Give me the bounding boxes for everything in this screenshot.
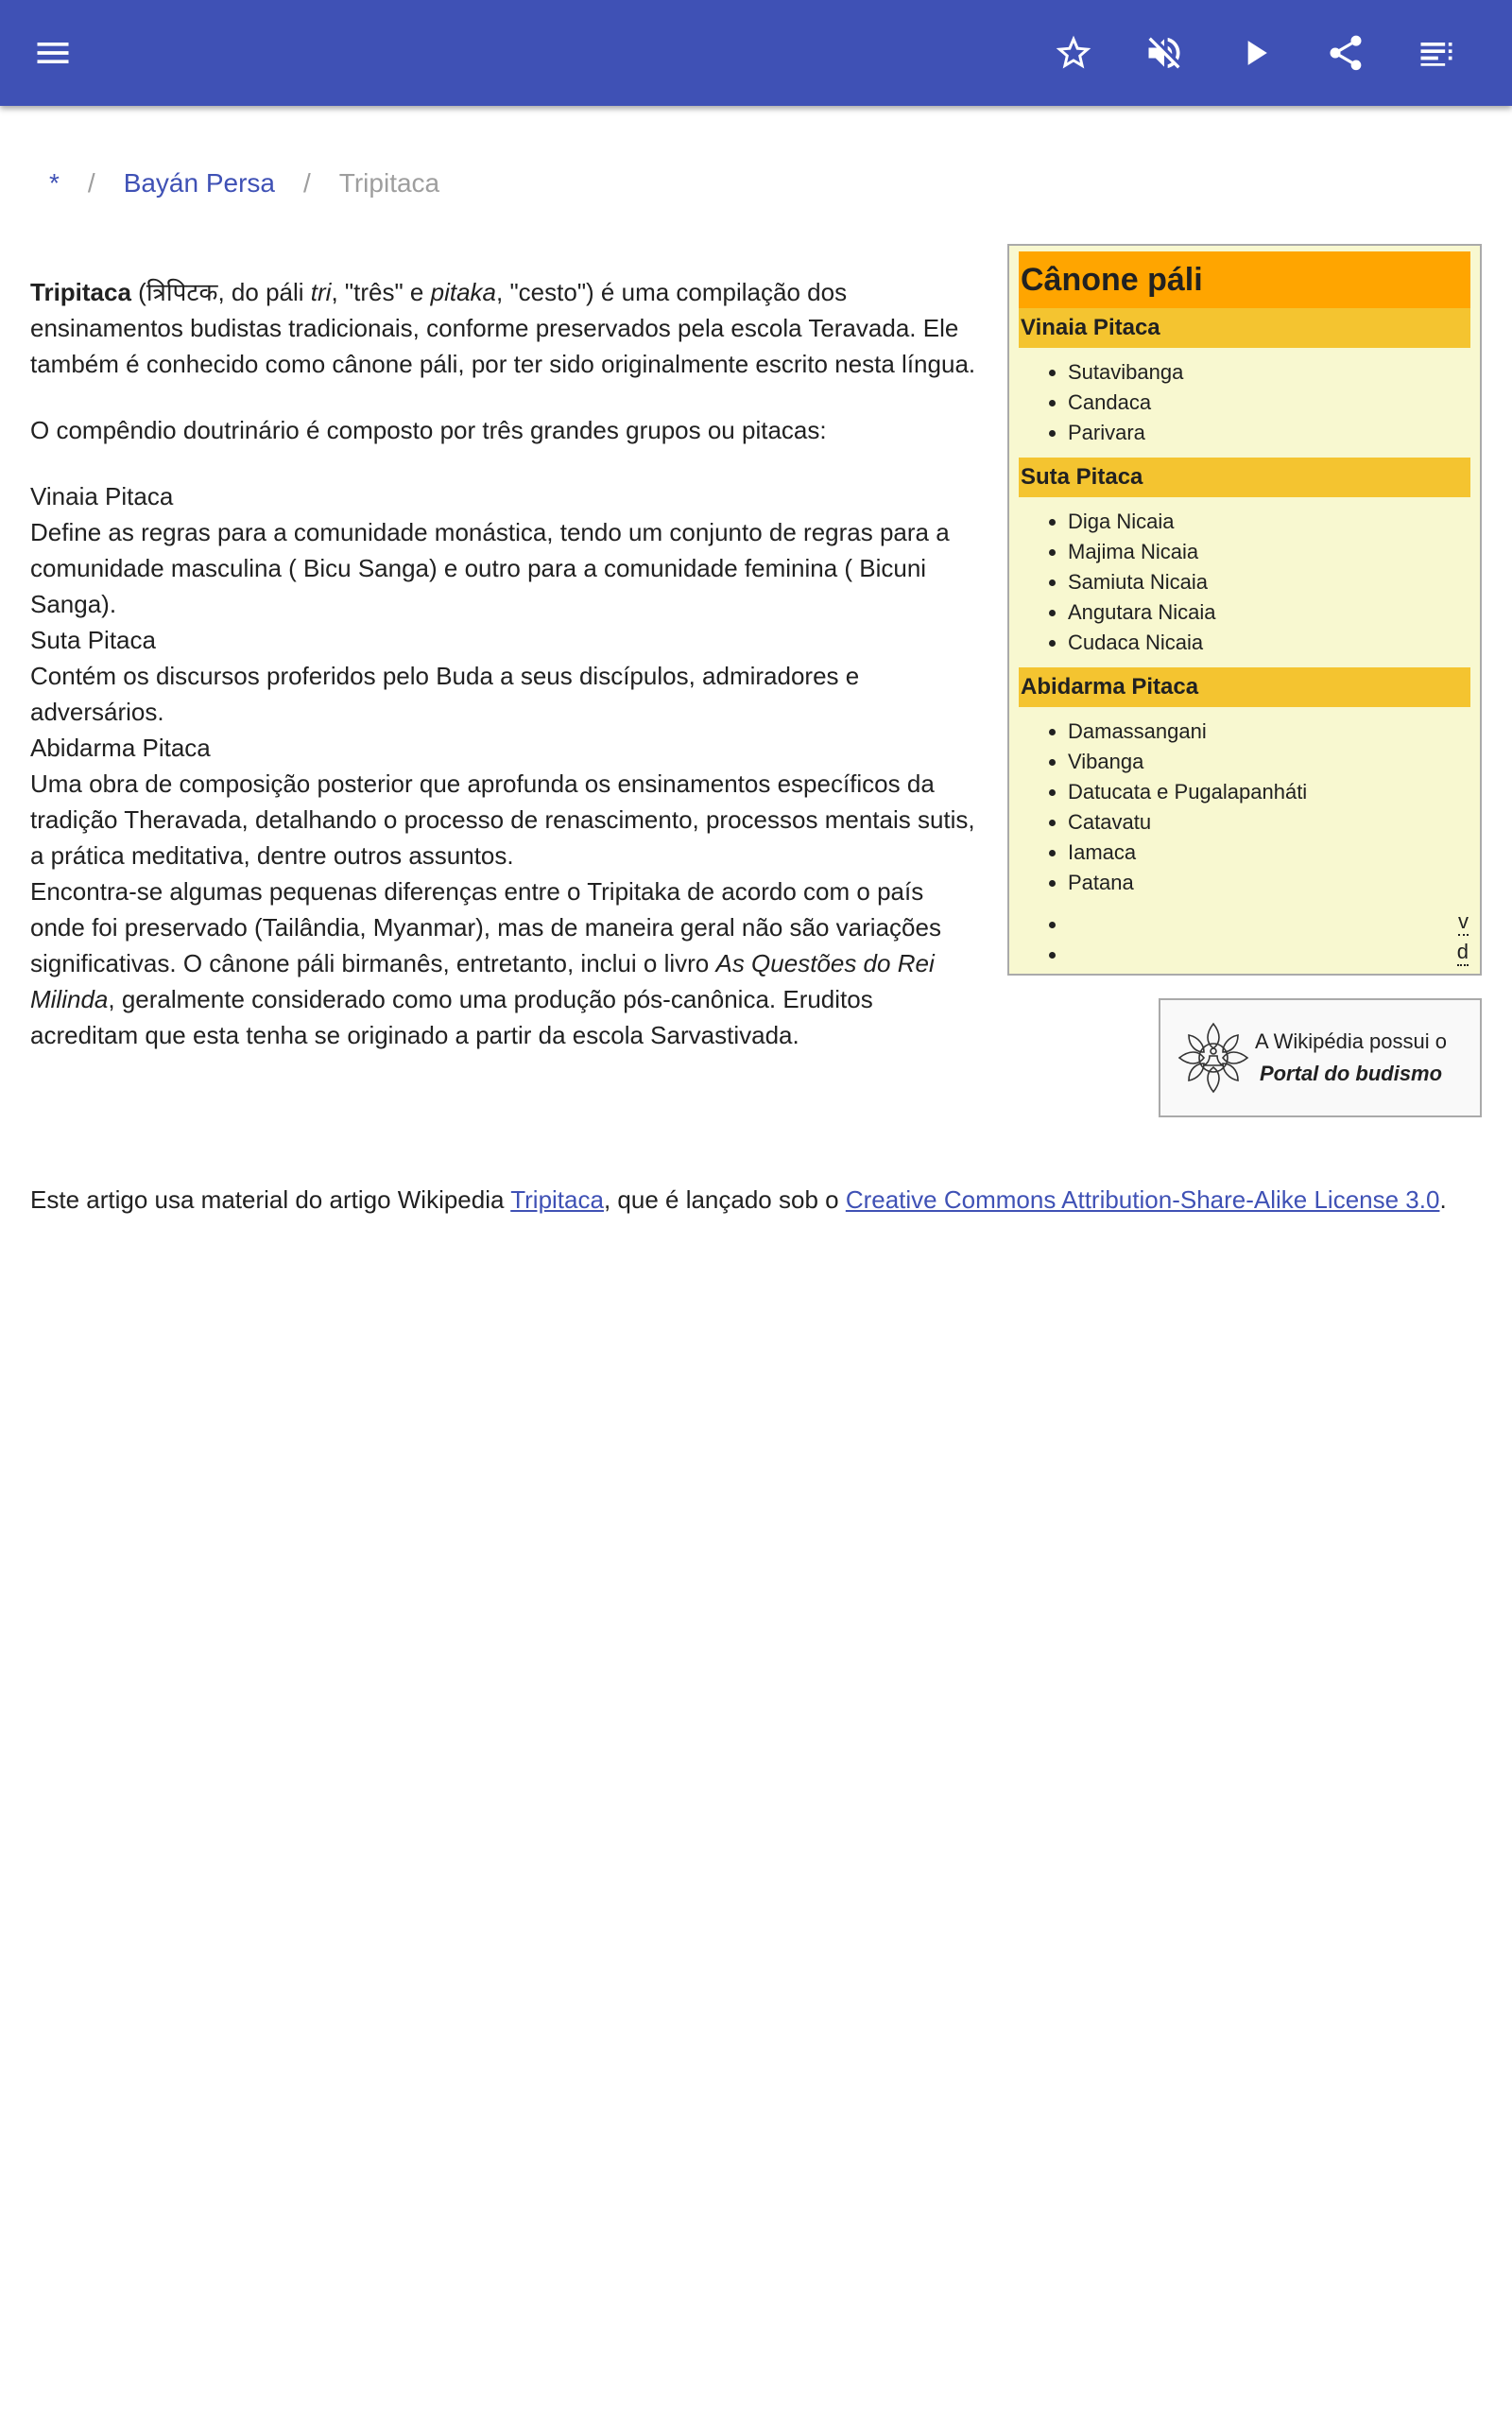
- breadcrumb-current: Tripitaca: [338, 168, 440, 198]
- navbox-vde-item: [1068, 940, 1469, 970]
- portal-line1: A Wikipédia possui o: [1255, 1029, 1447, 1053]
- navbox-item[interactable]: • Datucata e Pugalapanháti: [1068, 777, 1469, 807]
- article-term: Tripitaca: [30, 278, 131, 306]
- navbox-group-header[interactable]: Suta Pitaca: [1019, 458, 1470, 497]
- app-bar: [0, 0, 1512, 106]
- breadcrumb: [49, 168, 439, 199]
- favorite-button[interactable]: [1045, 25, 1102, 81]
- buddha-lotus-icon: [1176, 1020, 1251, 1096]
- star-outline-icon: [1053, 32, 1094, 74]
- play-icon: [1234, 32, 1276, 74]
- differences-paragraph: Encontra-se algumas pequenas diferenças entre o Tripitaka de acordo com o país onde foi preservado (Tailândia, Myanmar), mas de maneira geral não são variações significativas. O cânone páli birmanês, entretanto, inclui o livro As Questões do Rei Milinda, geralmente considerado como uma produção pós-canônica. Eruditos acreditam que esta tenha se originado a partir da escola Sarvastivada.: [30, 877, 941, 1049]
- navbox-list: [1021, 507, 1469, 658]
- play-button[interactable]: [1227, 25, 1283, 81]
- navbox-item[interactable]: • Patana: [1068, 868, 1469, 898]
- navbox-item[interactable]: • Parivara: [1068, 418, 1469, 448]
- navbox-item[interactable]: • Catavatu: [1068, 807, 1469, 838]
- section-title-vinaia: Vinaia Pitaca: [30, 482, 174, 510]
- navbox-item[interactable]: • Damassangani: [1068, 717, 1469, 747]
- navbox-discuss-link[interactable]: • d: [1457, 940, 1469, 966]
- navbox-group-header[interactable]: Vinaia Pitaca: [1019, 308, 1470, 348]
- navbox-item[interactable]: • Cudaca Nicaia: [1068, 628, 1469, 658]
- navbox-item[interactable]: • Sutavibanga: [1068, 357, 1469, 388]
- section-title-abidarma: Abidarma Pitaca: [30, 734, 211, 762]
- breadcrumb-home[interactable]: *: [49, 168, 60, 198]
- intro-paragraph: Tripitaca (त्रिपिटक, do páli tri, "três" e pitaka, "cesto") é uma compilação dos ensinamentos budistas tradicionais, conforme preservados pela escola Teravada. Ele também é conhecido como cânone páli, por ter sido originalmente escrito nesta língua.: [30, 278, 976, 378]
- article-body: [30, 262, 1482, 1218]
- navbox-item[interactable]: • Samiuta Nicaia: [1068, 567, 1469, 597]
- playlist-icon: [1416, 32, 1457, 74]
- source-article-link[interactable]: Tripitaca: [510, 1185, 604, 1214]
- menu-button[interactable]: [25, 25, 81, 81]
- book-title: As Questões do Rei Milinda: [30, 949, 935, 1013]
- navbox-item[interactable]: • Diga Nicaia: [1068, 507, 1469, 537]
- breadcrumb-separator: /: [303, 168, 311, 198]
- section-text-abidarma: Uma obra de composição posterior que aprofunda os ensinamentos específicos da tradição Theravada, detalhando o processo de renascimento, processos mentais sutis, a prática meditativa, dentre outros assuntos.: [30, 769, 975, 870]
- groups-intro: O compêndio doutrinário é composto por três grandes grupos ou pitacas:: [30, 416, 827, 444]
- portal-text: [1255, 1026, 1447, 1090]
- navbox-title: Cânone páli: [1019, 251, 1470, 308]
- navbox-item[interactable]: • Candaca: [1068, 388, 1469, 418]
- navbox-item[interactable]: • Vibanga: [1068, 747, 1469, 777]
- contents-button[interactable]: [1408, 25, 1465, 81]
- navbox-group-header[interactable]: Abidarma Pitaca: [1019, 667, 1470, 707]
- navbox-view-link[interactable]: • v: [1458, 909, 1469, 936]
- section-text-suta: Contém os discursos proferidos pelo Buda a seus discípulos, admiradores e adversários.: [30, 662, 860, 726]
- navbox-vde-item: [1068, 909, 1469, 940]
- portal-box[interactable]: [1159, 998, 1482, 1117]
- navbox-item[interactable]: • Majima Nicaia: [1068, 537, 1469, 567]
- mute-button[interactable]: [1136, 25, 1193, 81]
- navbox-canone-pali: [1007, 244, 1482, 976]
- breadcrumb-parent[interactable]: Bayán Persa: [123, 168, 276, 198]
- license-link[interactable]: Creative Commons Attribution-Share-Alike License 3.0: [845, 1185, 1440, 1214]
- portal-link[interactable]: Portal do budismo: [1259, 1062, 1443, 1085]
- navbox-list: [1021, 717, 1469, 898]
- navbox-item[interactable]: • Angutara Nicaia: [1068, 597, 1469, 628]
- navbox-list: [1021, 357, 1469, 448]
- navbox-item[interactable]: • Iamaca: [1068, 838, 1469, 868]
- section-text-vinaia: Define as regras para a comunidade monástica, tendo um conjunto de regras para a comunidade masculina ( Bicu Sanga) e outro para a comunidade feminina ( Bicuni Sanga).: [30, 518, 950, 618]
- navbox-vde-list: [1021, 909, 1469, 970]
- menu-icon: [32, 32, 74, 74]
- license-notice: Este artigo usa material do artigo Wikipedia Tripitaca, que é lançado sob o Creative Commons Attribution-Share-Alike License 3.0.: [30, 1185, 1447, 1214]
- breadcrumb-separator: /: [87, 168, 95, 198]
- section-title-suta: Suta Pitaca: [30, 626, 156, 654]
- volume-off-icon: [1143, 32, 1185, 74]
- share-button[interactable]: [1317, 25, 1374, 81]
- share-icon: [1325, 32, 1366, 74]
